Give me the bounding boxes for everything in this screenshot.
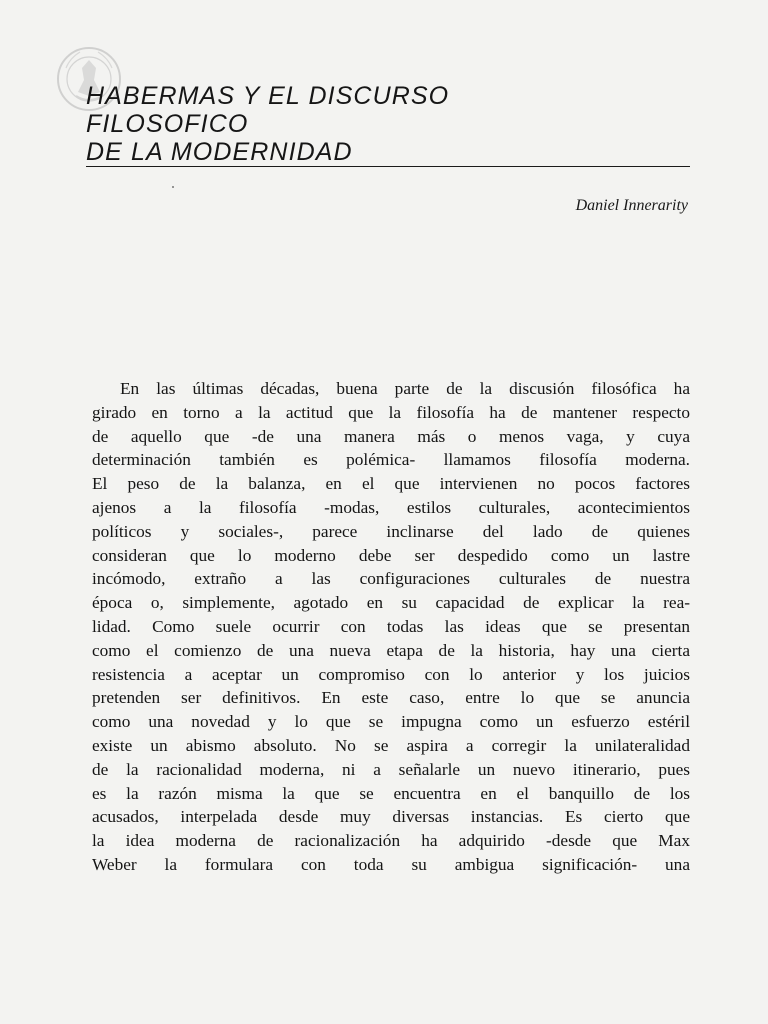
body-line: determinación también es polémica- llamamos filosofía moderna. [92,450,690,470]
author-name: Daniel Innerarity [575,197,688,214]
body-line: En las últimas décadas, buena parte de la discusión filosófica ha [120,379,690,398]
body-line: acusados, interpelada desde muy diversas instancias. Es cierto que [92,807,690,827]
title-line-1: HABERMAS Y EL DISCURSO [86,82,450,110]
body-line: incómodo, extraño a las configuraciones culturales de nuestra [92,569,690,589]
body-line: políticos y sociales-, parece inclinarse del lado de quienes [92,521,690,541]
title-divider [86,166,690,167]
body-line: la idea moderna de racionalización ha adquirido -desde que Max [92,831,690,851]
body-line: de aquello que -de una manera más o menos vaga, y cuya [92,426,690,446]
body-line: consideran que lo moderno debe ser despedido como un lastre [92,545,690,565]
body-line: pretenden ser definitivos. En este caso, entre lo que se anuncia [92,688,690,708]
body-line: Weber la formulara con toda su ambigua significación- una [92,854,690,874]
title-line-2: FILOSOFICO [86,110,249,138]
body-line: como el comienzo de una nueva etapa de la historia, hay una cierta [92,640,690,660]
article-title [86,82,690,166]
print-speck [172,186,174,188]
body-line: resistencia a aceptar un compromiso con lo anterior y los juicios [92,664,690,684]
title-line-3: DE LA MODERNIDAD [86,138,353,166]
body-line: lidad. Como suele ocurrir con todas las ideas que se presentan [92,616,690,636]
body-line: El peso de la balanza, en el que intervienen no pocos factores [92,474,690,494]
body-line: época o, simplemente, agotado en su capacidad de explicar la rea- [92,593,690,613]
article-body [92,377,690,877]
body-line: de la racionalidad moderna, ni a señalarle un nuevo itinerario, pues [92,759,690,779]
body-line: existe un abismo absoluto. No se aspira a corregir la unilateralidad [92,735,690,755]
body-line: es la razón misma la que se encuentra en el banquillo de los [92,783,690,803]
body-line: como una novedad y lo que se impugna como un esfuerzo estéril [92,712,690,732]
body-line: ajenos a la filosofía -modas, estilos culturales, acontecimientos [92,497,690,517]
body-line: girado en torno a la actitud que la filosofía ha de mantener respecto [92,402,690,422]
